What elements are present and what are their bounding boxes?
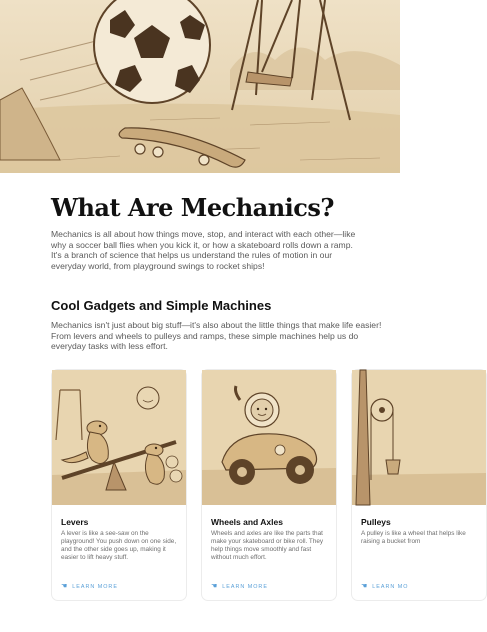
learn-more-link[interactable]	[361, 583, 408, 590]
learn-more-link[interactable]	[211, 583, 268, 590]
tap-hand-icon: ☚	[61, 583, 69, 590]
card-title: Levers	[61, 517, 89, 527]
tap-hand-icon: ☚	[211, 583, 219, 590]
section-description: Mechanics isn't just about big stuff—it's also about the little things that make life easier! From levers and wheels to pulleys and ramps, these simple machines help us do everyday tasks with less effort.	[51, 320, 382, 351]
page-title: What Are Mechanics?	[51, 193, 334, 222]
section-title: Cool Gadgets and Simple Machines	[51, 298, 272, 313]
card-wheels-and-axles[interactable]	[201, 369, 337, 601]
tap-hand-icon: ☚	[361, 583, 369, 590]
card-title: Wheels and Axles	[211, 517, 283, 527]
card-description: A pulley is like a wheel that helps like raising a bucket from	[361, 530, 466, 545]
learn-more-label: LEARN MORE	[222, 583, 268, 590]
levers-illustration	[52, 370, 186, 505]
card-description: Wheels and axles are like the parts that make your skateboard or bike roll. They help things move smoothly and fast without much effort.	[211, 530, 324, 561]
wheels-axles-illustration	[202, 370, 336, 505]
card-pulleys[interactable]	[351, 369, 487, 601]
intro-paragraph: Mechanics is all about how things move, stop, and interact with each other—like why a soccer ball flies when you kick it, or how a skateboard rolls down a ramp. It's a branch of science that helps us understand the rules of motion in our everyday world, from playground swings to rocket ships!	[51, 229, 356, 271]
pulleys-illustration	[352, 370, 486, 505]
card-title: Pulleys	[361, 517, 391, 527]
hero-illustration	[0, 0, 400, 173]
card-levers[interactable]	[51, 369, 187, 601]
learn-more-link[interactable]	[61, 583, 118, 590]
learn-more-label: LEARN MORE	[72, 583, 118, 590]
learn-more-label: LEARN MO	[372, 583, 409, 590]
card-description: A lever is like a see-saw on the playground! You push down on one side, and the other side goes up, making it easier to lift heavy stuff.	[61, 530, 177, 561]
